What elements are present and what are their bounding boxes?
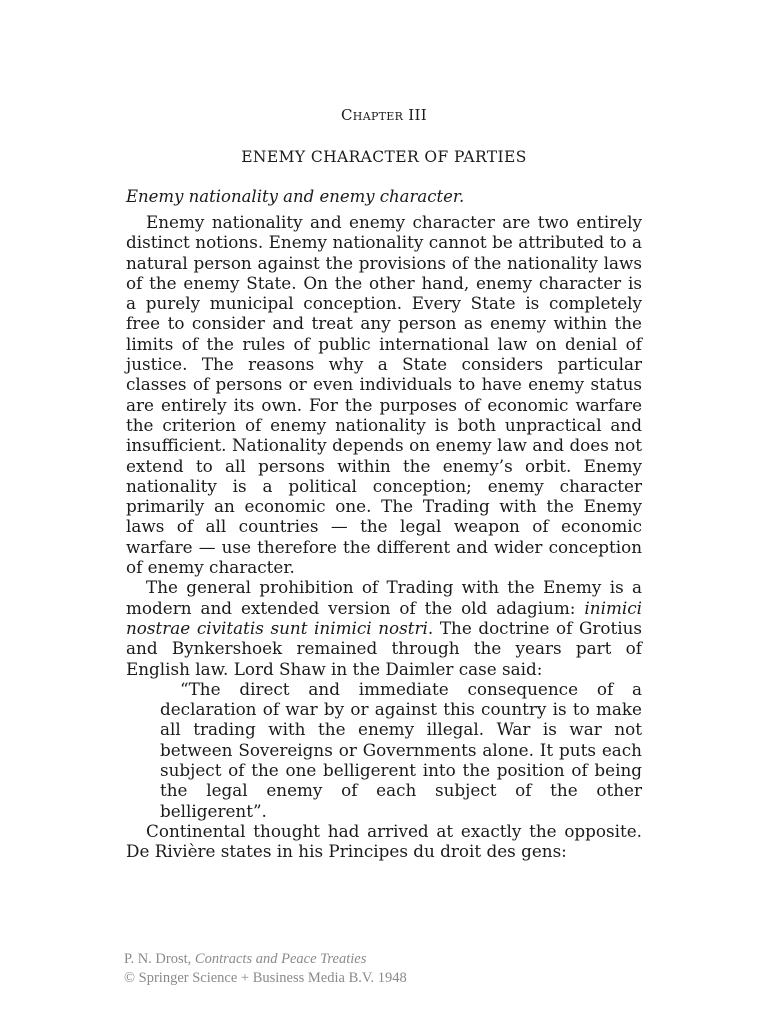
footer-copyright: © Springer Science + Business Media B.V. 1948 (124, 970, 407, 986)
paragraph-2-text-start: The general prohibition of Trading with the Enemy is a modern and extended version of the old adagium: (126, 577, 642, 618)
paragraph-1: Enemy nationality and enemy character are two entirely distinct notions. Enemy nationality cannot be attributed to a natural person against the provisions of the nationality laws of the enemy State. On the other hand, enemy character is a purely municipal conception. Every State is completely free to consider and treat any person as enemy within the limits of the rules of public international law on denial of justice. The reasons why a State considers particular classes of persons or even individuals to have enemy status are entirely its own. For the purposes of economic warfare the criterion of enemy nationality is both unpractical and insufficient. Nationality depends on enemy law and does not extend to all persons within the enemy’s orbit. Enemy nationality is a political conception; enemy character primarily an economic one. The Trading with the Enemy laws of all countries — the legal weapon of economic warfare — use therefore the different and wider conception of enemy character. (126, 212, 642, 578)
paragraph-2 (126, 577, 642, 678)
block-quote: “The direct and immediate consequence of a declaration of war by or against this country is to make all trading with the enemy illegal. War is war not between Sovereigns or Governments alone. It puts each subject of the one belligerent into the position of being the legal enemy of each subject of the other belligerent”. (160, 678, 642, 821)
paragraph-3: Continental thought had arrived at exactly the opposite. De Rivière states in his Principes du droit des gens: (126, 820, 642, 862)
footer-author-line (124, 950, 407, 969)
paragraph-2-text-end: . The doctrine of Grotius and Bynkershoek remained through the years part of English law. Lord Shaw in the Daimler case said: (126, 617, 643, 679)
body-text (126, 212, 642, 862)
chapter-title: ENEMY CHARACTER OF PARTIES (241, 148, 527, 166)
footer-citation (124, 950, 407, 988)
section-heading: Enemy nationality and enemy character. (126, 187, 465, 206)
footer-book-title: Contracts and Peace Treaties (194, 951, 367, 967)
footer-author: P. N. Drost, (124, 951, 195, 967)
chapter-label: Chapter III (341, 106, 427, 124)
latin-adage: inimici nostrae civitatis sunt inimici nostri (126, 597, 642, 638)
